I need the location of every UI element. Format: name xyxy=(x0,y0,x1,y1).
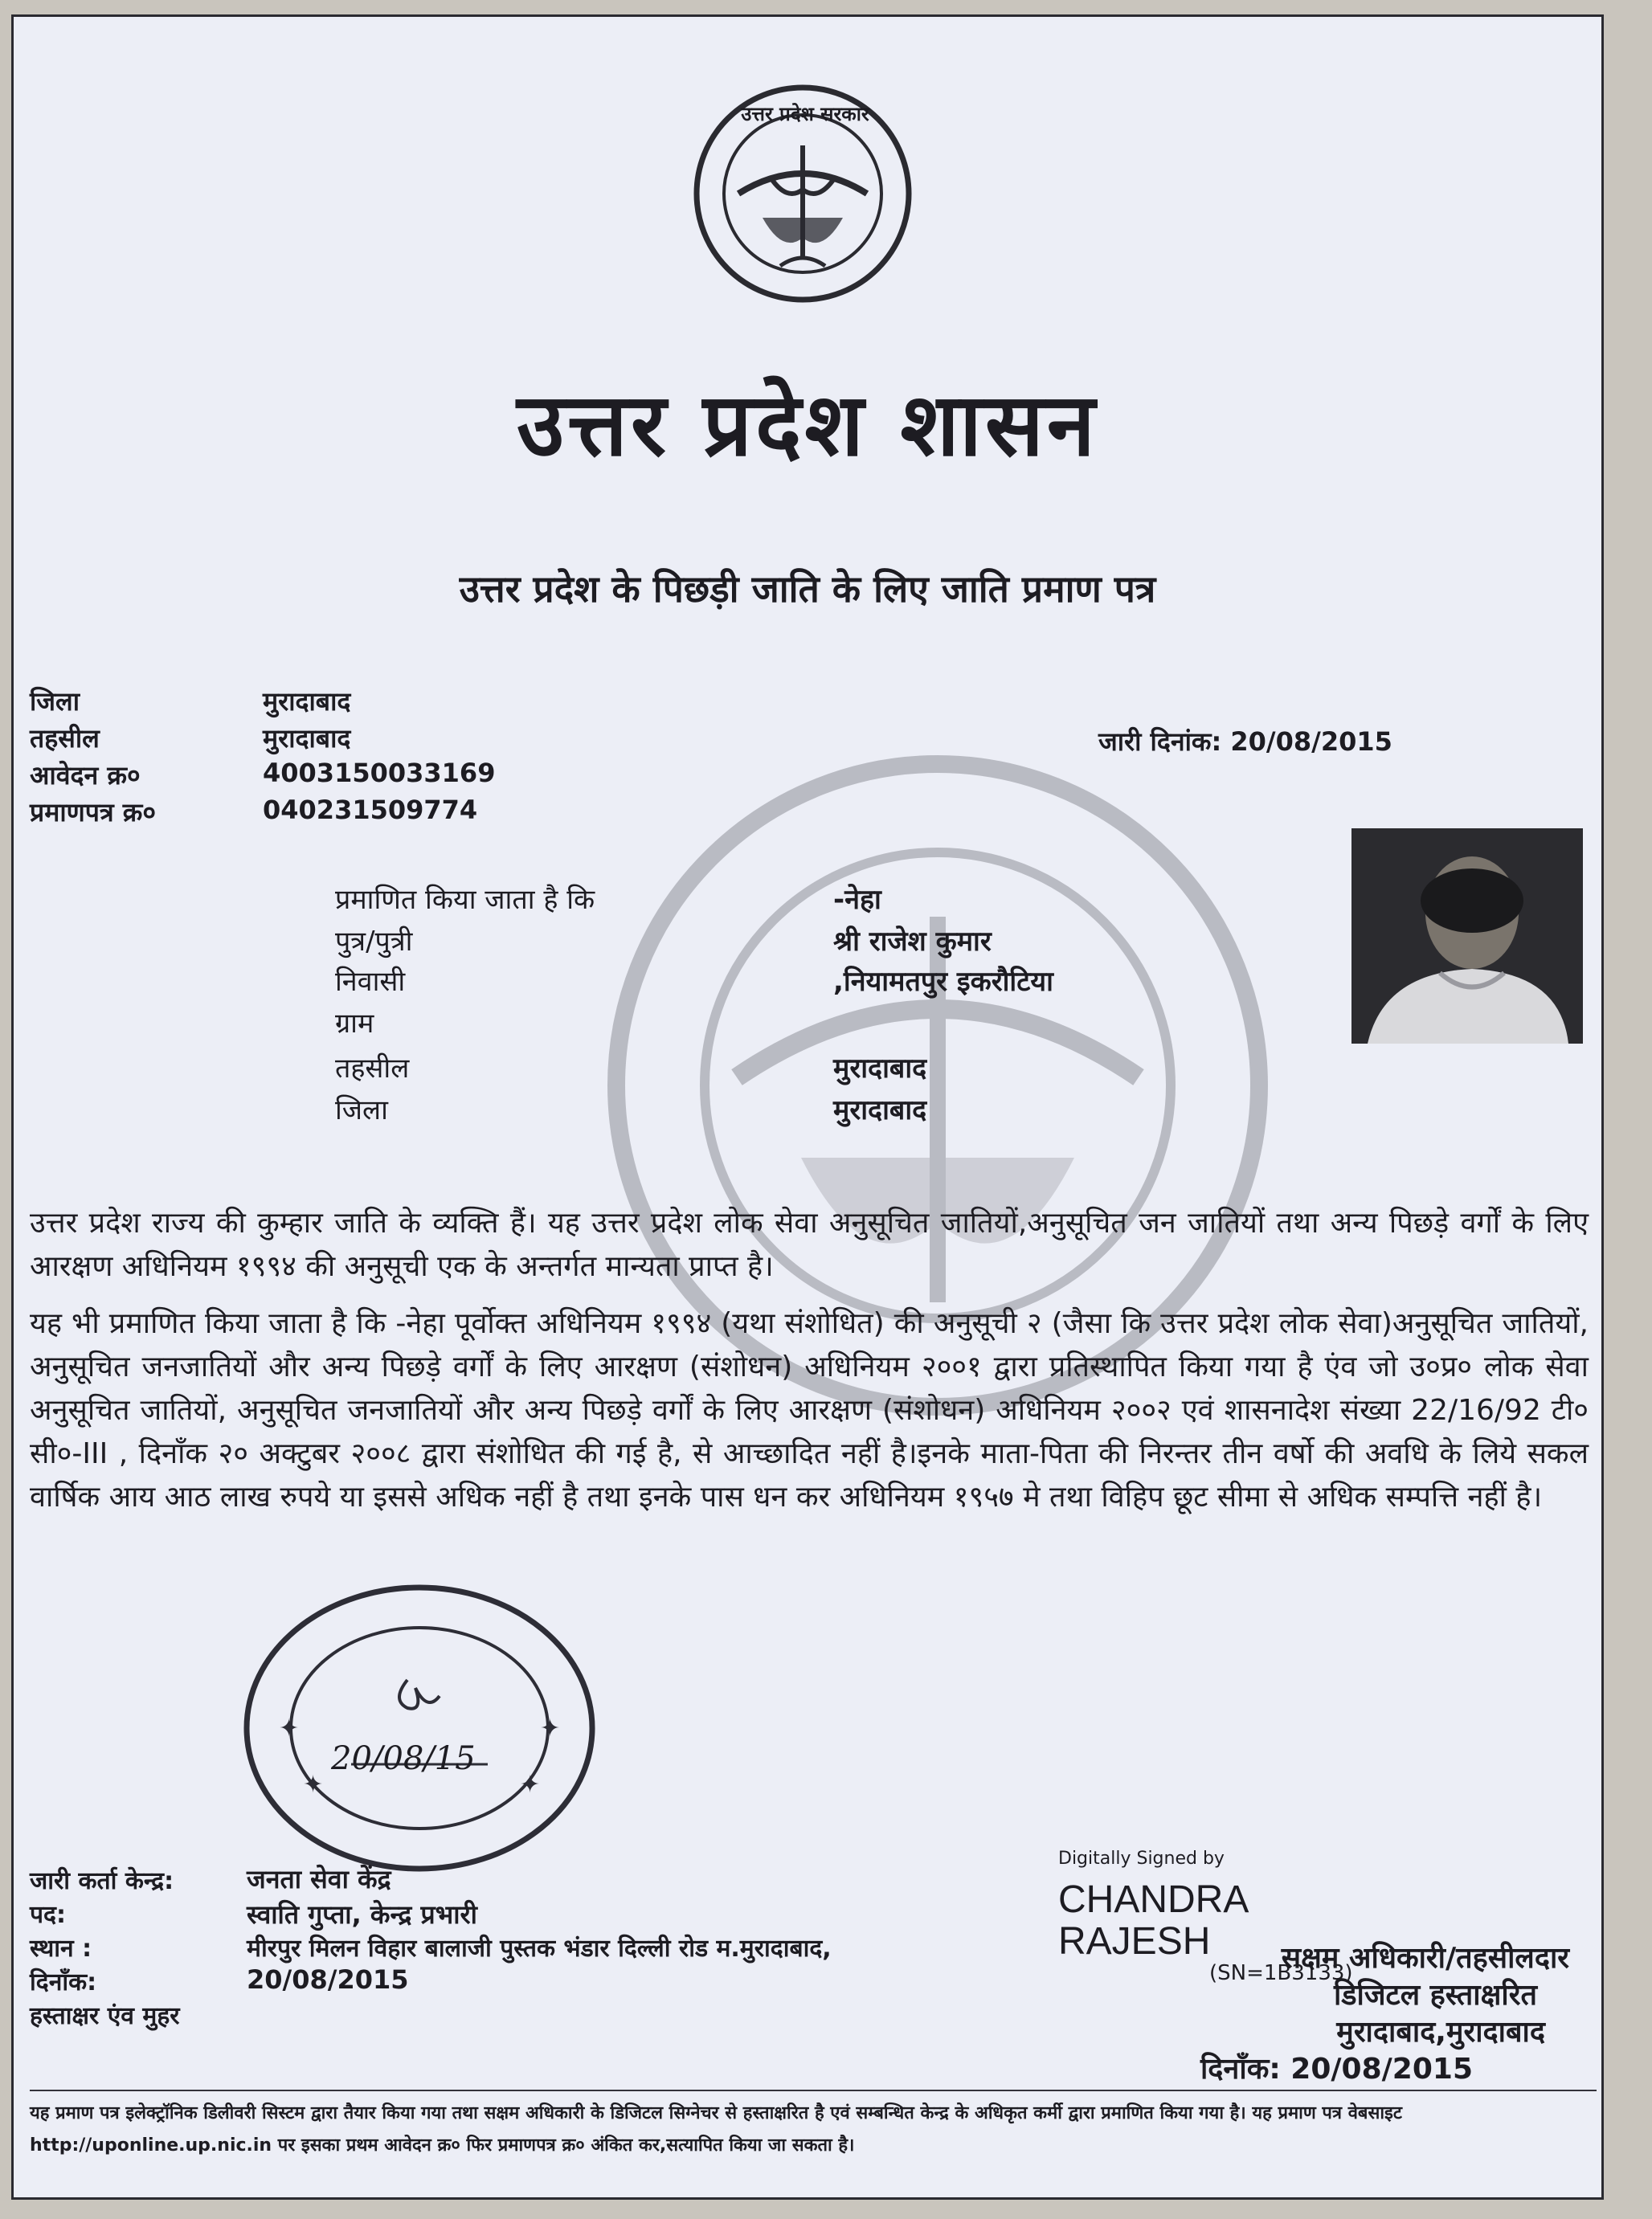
certificate-page xyxy=(11,14,1604,2200)
post-value: स्वाति गुप्ता, केन्द्र प्रभारी xyxy=(247,1899,477,1930)
place-value: मीरपुर मिलन विहार बालाजी पुस्तक भंडार दिल्ली रोड म.मुरादाबाद, xyxy=(247,1935,832,1963)
authority-location: मुरादाबाद,मुरादाबाद xyxy=(1336,2016,1545,2049)
svg-text:✦: ✦ xyxy=(279,1714,300,1743)
stamp-date: 20/08/15 xyxy=(331,1740,476,1777)
issuing-center-label: जारी कर्ता केन्द्र: xyxy=(30,1867,174,1895)
svg-text:✦: ✦ xyxy=(520,1771,541,1799)
resident-value: ,नियामतपुर इकरौटिया xyxy=(833,966,1053,998)
page-title: उत्तर प्रदेश शासन xyxy=(517,375,1098,476)
applicant-photo xyxy=(1351,828,1583,1044)
tehsil-value: मुरादाबाद xyxy=(263,723,351,754)
certificate-number-label: प्रमाणपत्र क्र० xyxy=(30,797,156,828)
signer-name-line2: RAJESH xyxy=(1058,1920,1211,1963)
application-number-value: 4003150033169 xyxy=(263,758,496,788)
village-label: ग्राम xyxy=(335,1007,374,1040)
certify-district-label: जिला xyxy=(335,1094,388,1126)
signer-name-line1: CHANDRA xyxy=(1058,1878,1249,1921)
signature-label: हस्ताक्षर एंव मुहर xyxy=(30,2002,180,2030)
emblem-text: उत्तर प्रदेश सरकार xyxy=(741,103,869,125)
district-value: मुरादाबाद xyxy=(263,686,351,717)
creamy-layer-statement: यह भी प्रमाणित किया जाता है कि -नेहा पूर्वोक्त अधिनियम १९९४ (यथा संशोधित) की अनुसूची २ (जैसा कि उत्तर प्रदेश लोक सेवा)अनुसूचित जातियों, अनुसूचित जनजातियों और अन्य पिछड़े वर्गों के लिए आरक्षण (संशोधन) अधिनियम २००१ द्वारा प्रतिस्थापित किया गया है एंव जो उ०प्र० लोक सेवा अनुसूचित जातियों, अनुसूचित जनजातियों और अन्य पिछड़े वर्गों के लिए आरक्षण (संशोधन) अधिनियम २००२ एवं शासनादेश संख्या 22/16/92 टी० सी०-III , दिनाँक २० अक्टुबर २००८ द्वारा संशोधित की गई है, से आच्छादित नहीं है।इनके माता-पिता की निरन्तर तीन वर्षो की अवधि के लिये सकल वार्षिक आय आठ लाख रुपये या इससे अधिक नहीं है तथा इनके पास धन कर अधिनियम १९५७ मे तथा विहिप छूट सीमा से अधिक सम्पत्ति नहीं है। xyxy=(30,1307,1589,1514)
resident-label: निवासी xyxy=(335,966,406,998)
post-label: पद: xyxy=(30,1901,66,1929)
tehsil-label: तहसील xyxy=(30,723,100,754)
certify-tehsil-label: तहसील xyxy=(335,1052,410,1085)
certificate-subtitle: उत्तर प्रदेश के पिछड़ी जाति के लिए जाति प्रमाण पत्र xyxy=(459,567,1156,611)
svg-text:✦: ✦ xyxy=(303,1771,324,1799)
date-label: दिनाँक: xyxy=(30,1968,97,1996)
svg-text:✦: ✦ xyxy=(540,1714,561,1743)
issue-date: जारी दिनांक: 20/08/2015 xyxy=(1098,726,1392,757)
authority-title: सक्षम अधिकारी/तहसीलदार xyxy=(1281,1942,1569,1975)
digital-signature-caption: Digitally Signed by xyxy=(1058,1849,1225,1869)
certify-label: प्रमाणित किया जाता है कि xyxy=(335,884,595,916)
issuing-center-value: जनता सेवा केंद्र xyxy=(247,1864,391,1894)
place-label: स्थान : xyxy=(30,1935,92,1963)
signer-serial: (SN=1B3133) xyxy=(1209,1961,1353,1985)
son-daughter-label: पुत्र/पुत्री xyxy=(335,926,413,958)
caste-statement: उत्तर प्रदेश राज्य की कुम्हार जाति के व्यक्ति हैं। यह उत्तर प्रदेश लोक सेवा अनुसूचित जातियों,अनुसूचित जन जातियों तथा अन्य पिछड़े वर्गों के लिए आरक्षण अधिनियम १९९४ की अनुसूची एक के अन्तर्गत मान्यता प्राप्त है। xyxy=(30,1207,1589,1283)
verification-footer: यह प्रमाण पत्र इलेक्ट्रॉनिक डिलीवरी सिस्टम द्वारा तैयार किया गया तथा सक्षम अधिकारी के डिजिटल सिग्नेचर से हस्ताक्षरित है एवं सम्बन्धित केन्द्र के अधिकृत कर्मी द्वारा प्रमाणित किया गया है। यह प्रमाण पत्र वेबसाइट http://uponline.up.nic.in पर इसका प्रथम आवेदन क्र० फिर प्रमाणपत्र क्र० अंकित कर,सत्यापित किया जा सकता है। xyxy=(30,2090,1597,2162)
application-number-label: आवेदन क्र० xyxy=(30,760,141,791)
issuer-round-stamp xyxy=(231,1575,608,1881)
date-value: 20/08/2015 xyxy=(247,1964,409,1995)
certify-tehsil-value: मुरादाबाद xyxy=(833,1052,927,1085)
applicant-name: -नेहा xyxy=(833,884,881,916)
district-label: जिला xyxy=(30,686,80,717)
authority-date: दिनाँक: 20/08/2015 xyxy=(1200,2053,1473,2086)
authority-digital-signed: डिजिटल हस्ताक्षरित xyxy=(1333,1979,1537,2012)
certify-district-value: मुरादाबाद xyxy=(833,1094,927,1126)
parent-name: श्री राजेश कुमार xyxy=(833,926,992,958)
certificate-number-value: 040231509774 xyxy=(263,795,478,825)
